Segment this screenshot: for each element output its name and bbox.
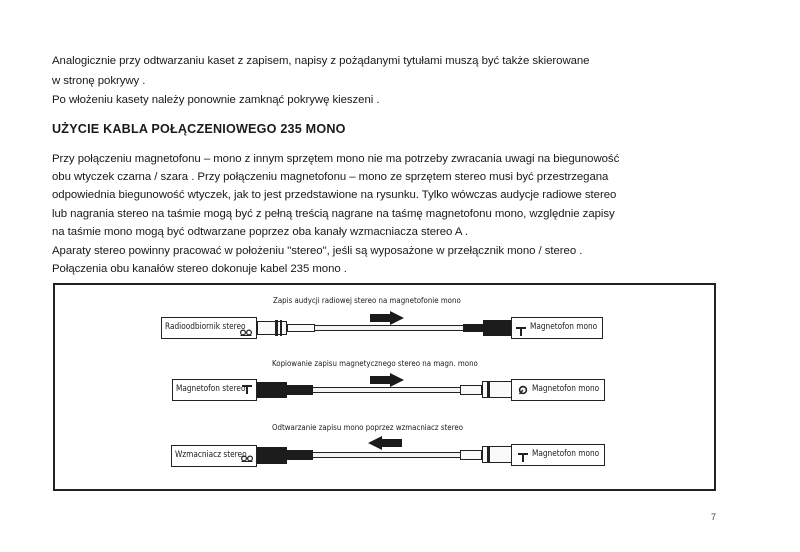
paragraph-line: w stronę pokrywy . xyxy=(52,75,146,87)
device-wzmacniacz-stereo xyxy=(171,445,257,467)
cable xyxy=(313,387,463,393)
black-plug-sleeve xyxy=(287,450,313,460)
microphone-icon xyxy=(242,385,252,398)
diagram-caption: Zapis audycji radiowej stereo na magnetofonie mono xyxy=(273,295,461,305)
black-plug-sleeve xyxy=(463,324,483,332)
plug-ring xyxy=(487,381,490,398)
section-heading: UŻYCIE KABLA POŁĄCZENIOWEGO 235 MONO xyxy=(52,122,346,136)
plug-sleeve xyxy=(460,450,482,460)
paragraph-line: Po włożeniu kasety należy ponownie zamknąć pokrywę kieszeni . xyxy=(52,94,380,106)
body-line: Aparaty stereo powinny pracować w położeniu "stereo", jeśli są wyposażone w przełącznik mono / stereo . xyxy=(52,245,583,257)
body-line: odpowiednia biegunowość wtyczek, jak to jest przedstawione na rysunku. Tylko wówczas audycje radiowe stereo xyxy=(52,189,617,201)
microphone-icon xyxy=(516,327,526,340)
black-plug xyxy=(257,447,287,464)
device-radioodbiornik-stereo xyxy=(161,317,257,339)
plug-ring xyxy=(275,320,278,336)
plug-sleeve xyxy=(460,385,482,395)
speaker-icon xyxy=(518,385,528,398)
plug-sleeve xyxy=(287,324,315,332)
diagram-caption: Kopiowanie zapisu magnetycznego stereo na magn. mono xyxy=(272,358,478,368)
body-line: Przy połączeniu magnetofonu – mono z innym sprzętem mono nie ma potrzeby zwracania uwagi na biegunowość xyxy=(52,153,620,165)
device-label: Magnetofon mono xyxy=(530,321,598,331)
cable xyxy=(315,325,465,331)
plug-ring xyxy=(487,446,490,463)
microphone-icon xyxy=(518,453,528,466)
black-plug xyxy=(257,382,287,398)
tape-reel-icon xyxy=(240,329,252,339)
tape-reel-icon xyxy=(241,455,253,465)
device-label: Magnetofon mono xyxy=(532,448,600,458)
device-magnetofon-mono xyxy=(511,444,605,466)
device-label: Magnetofon mono xyxy=(532,383,600,393)
device-label: Radioodbiornik stereo xyxy=(165,321,246,331)
body-line: obu wtyczek czarna / szara . Przy połączeniu magnetofonu – mono ze sprzętem stereo musi być przestrzegana xyxy=(52,171,609,183)
grey-plug xyxy=(257,321,287,335)
black-plug-sleeve xyxy=(287,385,313,395)
device-label: Wzmacniacz stereo xyxy=(175,449,247,459)
device-magnetofon-mono xyxy=(511,379,605,401)
connection-diagram-figure xyxy=(53,283,716,491)
device-label: Magnetofon stereo xyxy=(176,383,246,393)
device-magnetofon-mono xyxy=(511,317,603,339)
body-line: Połączenia obu kanałów stereo dokonuje kabel 235 mono . xyxy=(52,263,347,275)
diagram-caption: Odtwarzanie zapisu mono poprzez wzmacniacz stereo xyxy=(272,422,464,432)
page-number: 7 xyxy=(711,512,717,522)
plug-ring xyxy=(280,320,282,336)
device-magnetofon-stereo xyxy=(172,379,257,401)
paragraph-line: Analogicznie przy odtwarzaniu kaset z zapisem, napisy z pożądanymi tytułami muszą być także skierowane xyxy=(52,55,590,67)
body-line: lub nagrania stereo na taśmie mogą być z pełną treścią nagrane na taśmę magnetofonu mono, względnie zapisy xyxy=(52,208,615,220)
black-plug xyxy=(483,320,511,336)
body-line: na taśmie mono mogą być odtwarzane poprzez oba kanały wzmacniacza stereo A . xyxy=(52,226,468,238)
cable xyxy=(313,452,463,458)
